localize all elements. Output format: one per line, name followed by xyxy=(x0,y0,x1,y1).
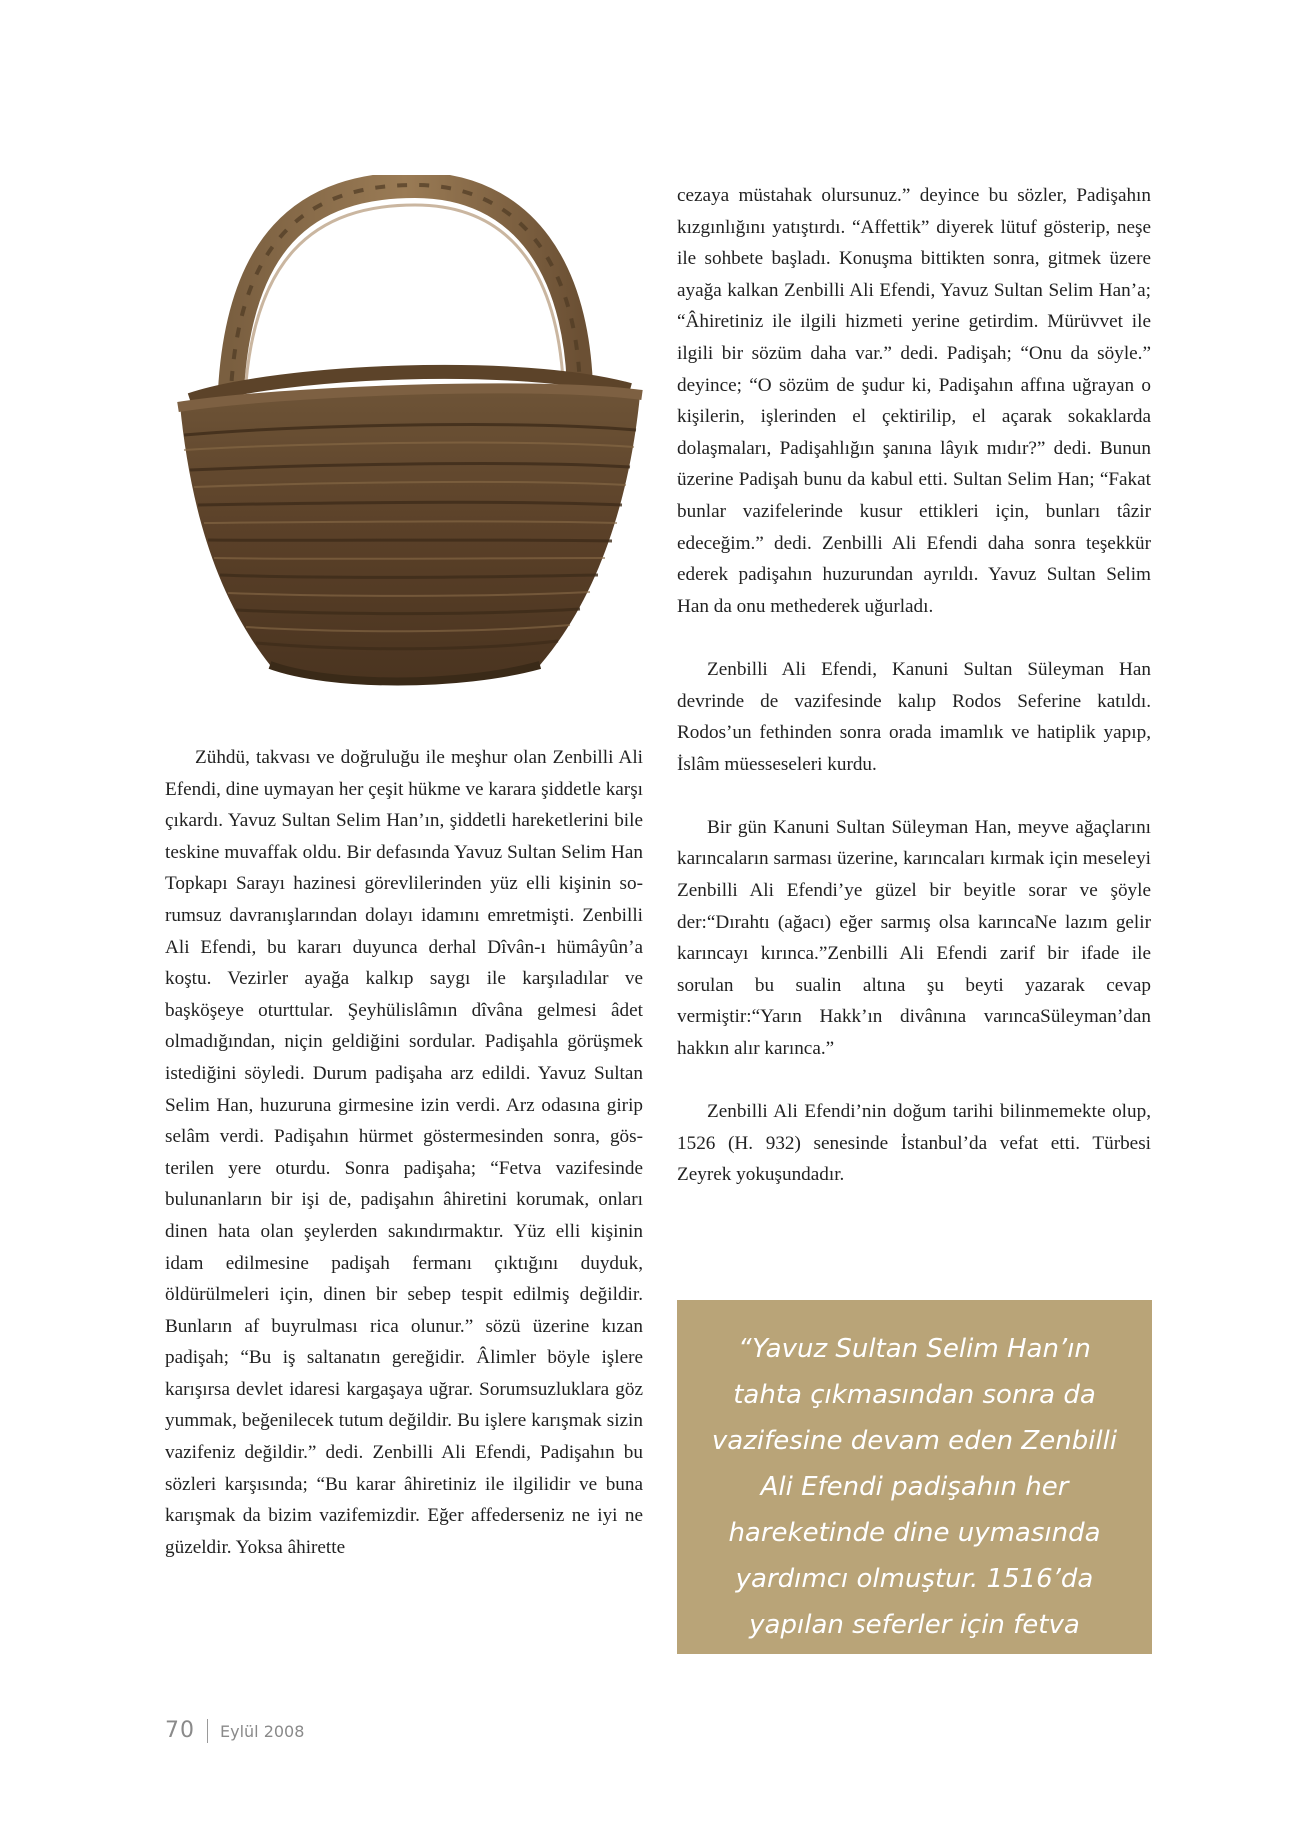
footer-divider xyxy=(207,1719,208,1743)
left-column xyxy=(165,742,643,1563)
right-column xyxy=(677,180,1151,1191)
pull-quote-box xyxy=(677,1300,1152,1686)
left-paragraph-1: Zühdü, takvası ve doğruluğu ile meşhur olan Zenbilli Ali Efendi, dine uymayan her çeşit hükme ve karara şiddetle karşı çıkardı. Yavuz Sultan Selim Han’ın, şiddetli hareketlerini bile teskine muvaffak oldu. Bir defasında Yavuz Sultan Selim Han Topkapı Sarayı hazinesi görevlilerinden yüz elli kişinin sorumsuz davranışlarından dolayı idamını emretmişti. Zenbilli Ali Efendi, bu kararı duyunca derhal Dîvân-ı hümâyûn’a koştu. Vezirler ayağa kalkıp saygı ile karşıladılar ve başköşeye oturttular. Şeyhülislâmın dîvâna gelmesi âdet olmadığından, niçin geldiğini sordular. Padişahla görüşmek istediğini söyledi. Durum padişaha arz edildi. Yavuz Sultan Selim Han, huzuruna girmesine izin verdi. Arz odasına girip selâm verdi. Padişahın hürmet göstermesinden sonra, gösterilen yere oturdu. Sonra padişaha; “Fetva vazifesinde bulunanların bir işi de, padişahın âhiretini korumak, onları dinen hata olan şeylerden sakındırmaktır. Yüz elli kişinin idam edilmesine padişah fermanı çıktığını duyduk, öldürülmeleri için, dinen bir sebep tespit edilmiş değildir. Bunların af buyrulması rica olunur.” sözü üzerine kızan padişah; “Bu iş saltanatın gereğidir. Âlimler böyle işlere karışırsa devlet idaresi kargaşaya uğrar. Sorumsuzluklara göz yummak, beğenilecek tutum değildir. Bu işlere karışmak sizin vazifeniz değildir.” dedi. Zenbilli Ali Efendi, Padişahın bu sözleri karşısında; “Bu karar âhiretiniz ile ilgilidir ve buna karışmak da bizim vazifemizdir. Eğer affederseniz ne iyi ne güzeldir. Yoksa âhirette xyxy=(165,747,643,1558)
issue-date: Eylül 2008 xyxy=(220,1722,305,1741)
right-paragraph-4: Zenbilli Ali Efendi’nin doğum tarihi bilinmemekte olup, 1526 (H. 932) senesinde İstanbul’da vefat etti. Türbesi Zeyrek yokuşundadır. xyxy=(677,1101,1151,1186)
right-paragraph-3: Bir gün Kanuni Sultan Süleyman Han, meyve ağaçlarını karıncaların sarması üzerine, karıncaları kırmak için meseleyi Zenbilli Ali Efendi’ye güzel bir beyitle sorar ve şöyle der:“Dırahtı (ağacı) eğer sarmış olsa karıncaNe lazım gelir karıncayı kırınca.”Zenbilli Ali Efendi zarif bir ifade ile sorulan bu sualin altına şu beyti yazarak cevap vermiştir:“Yarın Hakk’ın divânına varıncaSüleyman’dan hakkın alır karınca.” xyxy=(677,816,1151,1060)
right-paragraph-1: cezaya müstahak olursunuz.” deyince bu sözler, Padişahın kızgınlığını yatıştırdı. “Affettik” diyerek lütuf gösterip, neşe ile sohbete başladı. Konuşma bittikten sonra, gitmek üzere ayağa kalkan Zenbilli Ali Efendi, Yavuz Sultan Selim Han’a; “Âhiretiniz ile ilgili hizmeti yerine getirdim. Mürüvvet ile ilgili bir sözüm daha var.” dedi. Padişah; “Onu da söyle.” deyince; “O sözüm de şudur ki, Padişahın affına uğrayan o kişilerin, işlerinden el çektirilip, el açarak sokaklarda dolaşmaları, Padişahlığın şanına lâyık mıdır?” dedi. Bunun üzerine Padişah bunu da kabul etti. Sultan Selim Han; “Fakat bunlar vazifelerinde kusur ettikleri için, bunları tâzir edeceğim.” dedi. Zenbilli Ali Efendi daha sonra teşekkür ederek padişahın huzurundan ayrıldı. Yavuz Sultan Selim Han da onu methederek uğurladı. xyxy=(677,185,1151,617)
page-footer xyxy=(165,1718,304,1743)
basket-image xyxy=(160,175,660,695)
pull-quote-text: “Yavuz Sultan Selim Han’ın tahta çıkmasından sonra da vazifesine devam eden Zenbilli Ali Efendi padişahın her hareketinde dine uymasında yardımcı olmuştur. 1516’da yapılan seferler için fetva vermiştir.” xyxy=(711,1334,1118,1686)
page-number: 70 xyxy=(165,1718,195,1743)
right-paragraph-2: Zenbilli Ali Efendi, Kanuni Sultan Süleyman Han devrinde de vazifesinde kalıp Rodos Seferine katıldı. Rodos’un fethinden sonra orada imamlık ve hatiplik yapıp, İslâm müesseseleri kurdu. xyxy=(677,658,1151,775)
